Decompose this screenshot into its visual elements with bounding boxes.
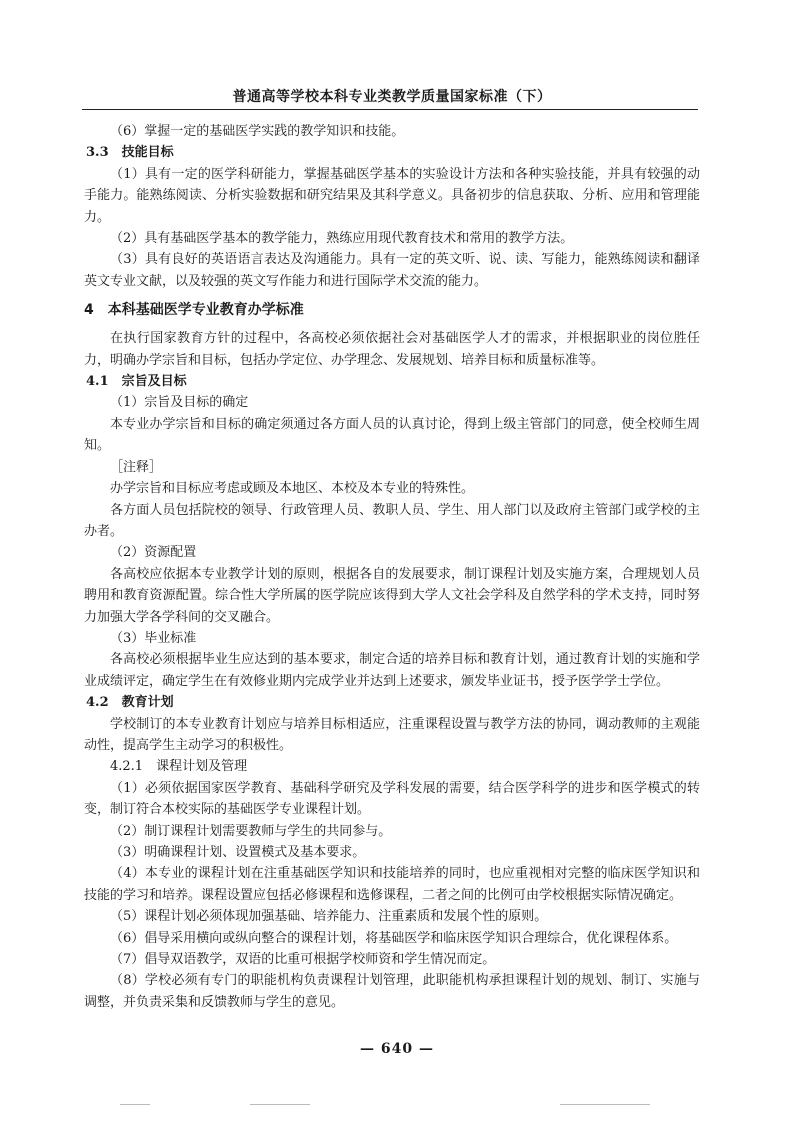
paragraph: （1）宗旨及目标的确定 — [110, 395, 249, 411]
paragraph: （3）具有良好的英语语言表达及沟通能力。具有一定的英文听、说、读、写能力，能熟练阅读和翻译英文专业文献，以及较强的英文写作能力和进行国际学术交流的能力。 — [84, 252, 700, 289]
paragraph: 各高校必须根据毕业生应达到的基本要求，制定合适的培养目标和教育计划，通过教育计划的实施和学业成绩评定，确定学生在有效修业期内完成学业并达到上述要求，颁发毕业证书，授予医学学士学位。 — [84, 652, 700, 689]
scan-artifact — [250, 1104, 310, 1105]
paragraph: （2）制订课程计划需要教师与学生的共同参与。 — [110, 823, 392, 839]
scan-artifact — [560, 1104, 650, 1105]
paragraph: 各方面人员包括院校的领导、行政管理人员、教职人员、学生、用人部门以及政府主管部门或学校的主办者。 — [84, 502, 700, 539]
paragraph: （2）资源配置 — [110, 545, 197, 561]
paragraph: 在执行国家教育方针的过程中，各高校必须依据社会对基础医学人才的需求，并根据职业的岗位胜任力，明确办学宗旨和目标，包括办学定位、办学理念、发展规划、培养目标和质量标准等。 — [84, 331, 700, 368]
paragraph: （5）课程计划必须体现加强基础、培养能力、注重素质和发展个性的原则。 — [110, 909, 548, 925]
running-header: 普通高等学校本科专业类教学质量国家标准（下） — [232, 89, 552, 105]
note-label: ［注释］ — [110, 459, 163, 475]
paragraph: （3）明确课程计划、设置模式及基本要求。 — [110, 845, 366, 860]
page-number: — 640 — — [360, 1041, 434, 1057]
paragraph: （1）具有一定的医学科研能力，掌握基础医学基本的实验设计方法和各种实验技能，并具有较强的动手能力。能熟练阅读、分析实验数据和研究结果及其科学意义。具备初步的信息获取、分析、应用和管理能力。 — [84, 166, 700, 225]
paragraph: （4）本专业的课程计划在注重基础医学知识和技能培养的同时，也应重视相对完整的临床医学知识和技能的学习和培养。课程设置应包括必修课程和选修课程，二者之间的比例可由学校根据实际情况确定。 — [84, 866, 700, 903]
paragraph: （6）掌握一定的基础医学实践的教学知识和技能。 — [110, 124, 405, 139]
scan-artifact — [120, 1104, 150, 1105]
paragraph: 各高校应依据本专业教学计划的原则，根据各自的发展要求，制订课程计划及实施方案，合理规划人员聘用和教育资源配置。综合性大学所属的医学院应该得到大学人文社会学科及自然学科的学术支持，同时努力加强大学各学科间的交叉融合。 — [84, 566, 700, 625]
paragraph: （8）学校必须有专门的职能机构负责课程计划管理，此职能机构承担课程计划的规划、制订、实施与调整，并负责采集和反馈教师与学生的意见。 — [84, 973, 700, 1010]
paragraph: （3）毕业标准 — [110, 630, 197, 646]
paragraph: 学校制订的本专业教育计划应与培养目标相适应，注重课程设置与教学方法的协同，调动教师的主观能动性，提高学生主动学习的积极性。 — [84, 716, 700, 753]
subsection-heading: 4.1 宗旨及目标 — [86, 374, 187, 390]
subsubsection-heading: 4.2.1 课程计划及管理 — [110, 759, 248, 775]
body-text — [84, 121, 700, 1013]
section-heading: 4 本科基础医学专业教育办学标准 — [84, 302, 304, 319]
subsection-heading: 3.3 技能目标 — [86, 145, 174, 161]
paragraph: （6）倡导采用横向或纵向整合的课程计划，将基础医学和临床医学知识合理综合，优化课程体系。 — [110, 930, 678, 946]
paragraph: （1）必须依据国家医学教育、基础科学研究及学科发展的需要，结合医学科学的进步和医学模式的转变，制订符合本校实际的基础医学专业课程计划。 — [84, 780, 700, 818]
header-rule — [82, 109, 698, 110]
subsection-heading: 4.2 教育计划 — [86, 695, 174, 711]
paragraph: （7）倡导双语教学，双语的比重可根据学校师资和学生情况而定。 — [110, 952, 496, 968]
paragraph: （2）具有基础医学基本的教学能力，熟练应用现代教育技术和常用的教学方法。 — [110, 231, 574, 247]
paragraph: 本专业办学宗旨和目标的确定须通过各方面人员的认真讨论，得到上级主管部门的同意，使全校师生周知。 — [84, 416, 700, 454]
paragraph: 办学宗旨和目标应考虑或顾及本地区、本校及本专业的特殊性。 — [110, 481, 475, 497]
